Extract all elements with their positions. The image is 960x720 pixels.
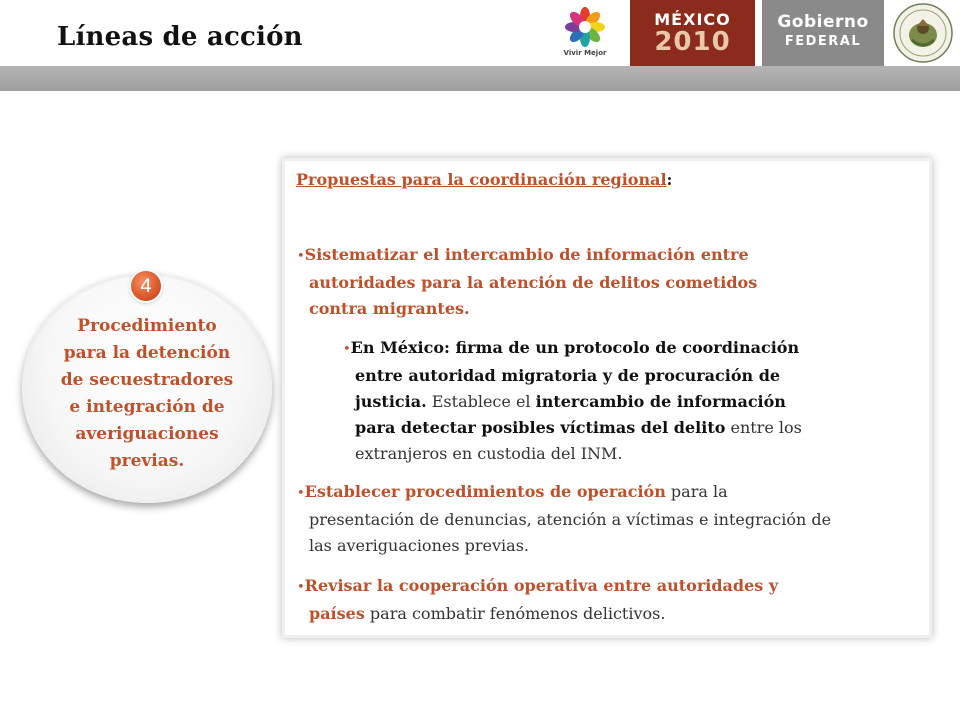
vivir-mejor-flower-icon [564,6,606,48]
bullet-icon: • [297,580,305,595]
bullet-2-line-3: las averiguaciones previas. [309,536,529,555]
bullet-1-line-1: Sistematizar el intercambio de información entre [304,245,749,264]
bullet-icon: • [297,486,305,501]
bullet-3-line-2-normal: para combatir fenómenos delictivos. [364,604,666,623]
sub-bullet-line-5: extranjeros en custodia del INM. [355,444,623,463]
header-divider-bar [0,66,960,91]
gobierno-label: Gobierno [777,12,869,32]
sub-bullet-line-1: En México: firma de un protocolo de coordinación [350,338,800,357]
vivir-mejor-label: Vivir Mejor [563,49,607,57]
section-heading-colon: : [666,170,673,189]
bullet-item-3 [297,573,917,627]
sub-bullet-line-3-bold-2: intercambio de información [535,392,786,411]
mexican-coat-of-arms-icon [892,2,954,64]
sub-bullet-line-3-normal: Establece el [426,392,536,411]
topic-line: Procedimiento [77,316,217,336]
bullet-icon: • [297,249,305,264]
bullet-2-line-2: presentación de denuncias, atención a víctimas e integración de [309,510,832,529]
vivir-mejor-logo [552,6,618,64]
mexico-label: MÉXICO [654,10,731,29]
gobierno-federal-logo [762,0,884,66]
federal-label: FEDERAL [784,34,862,49]
sub-bullet-line-4-normal: entre los [725,418,802,437]
section-heading-text: Propuestas para la coordinación regional [296,170,667,189]
bullet-3-line-2-bold: países [309,604,365,623]
sub-bullet-line-2: entre autoridad migratoria y de procuración de [355,366,781,385]
topic-line: previas. [109,451,185,471]
bullet-1-line-2: autoridades para la atención de delitos cometidos [309,273,758,292]
sub-bullet-item [343,335,903,467]
bullet-1-line-3: contra migrantes. [309,299,470,318]
sub-bullet-line-4-bold: para detectar posibles víctimas del delito [355,418,726,437]
topic-line: de secuestradores [60,370,234,390]
topic-circle-text [34,313,260,475]
page-title: Líneas de acción [57,22,303,52]
sub-bullet-line-3-bold: justicia. [355,392,427,411]
bullet-3-line-1: Revisar la cooperación operativa entre autoridades y [304,576,779,595]
bullet-2-normal: para la [665,482,728,501]
topic-number-badge: 4 [131,271,161,301]
bullet-2-bold: Establecer procedimientos de operación [304,482,666,501]
bullet-item-1 [297,242,867,322]
mexico-year: 2010 [654,27,731,57]
topic-line: averiguaciones [75,424,219,444]
topic-line: para la detención [63,343,231,363]
section-heading [296,170,672,189]
bullet-item-2 [297,479,917,559]
bullet-icon: • [343,342,351,357]
topic-line: e integración de [69,397,225,417]
mexico-2010-logo [630,0,755,66]
